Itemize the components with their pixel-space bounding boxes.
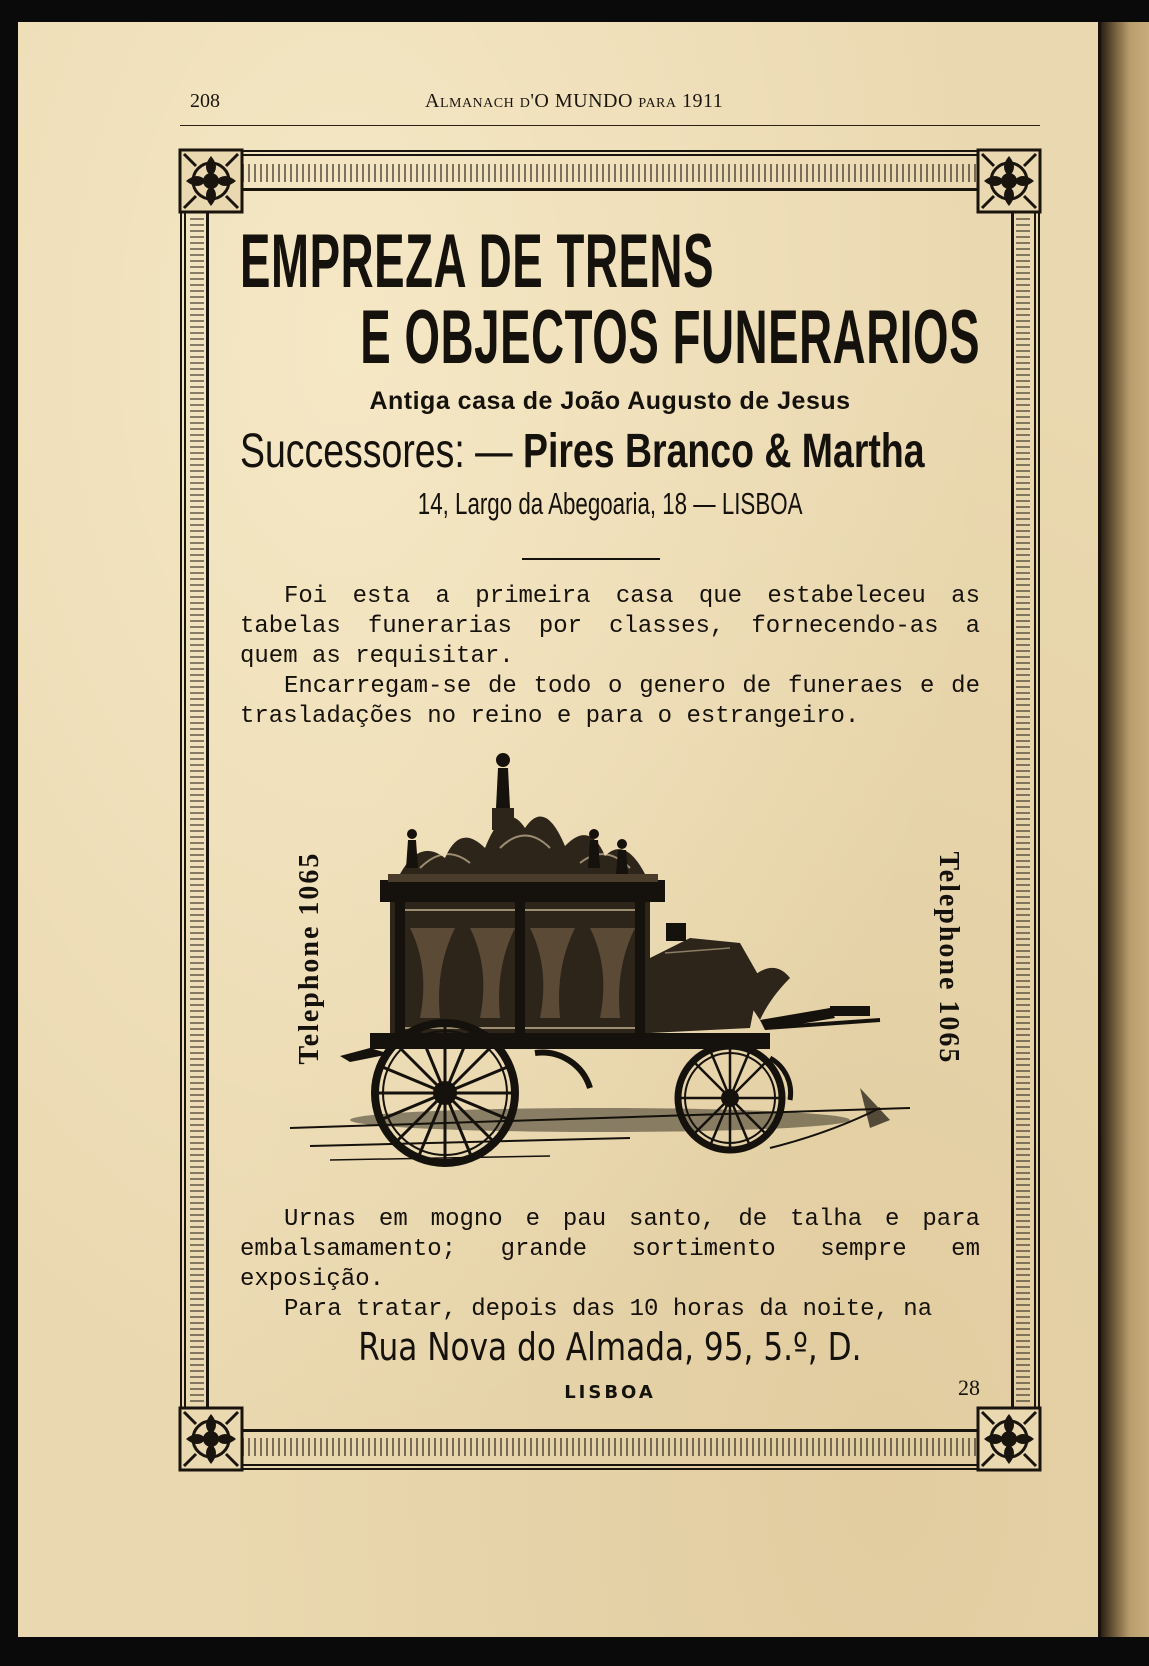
hearse-carriage-illustration [270,728,930,1178]
divider-rule [522,558,660,560]
advertisement-frame [180,150,1040,1470]
street-address [240,1325,980,1369]
successors-label: Successores: — [240,425,523,478]
telephone-right: Telephone 1065 [933,851,964,1065]
paragraph-contact-hours: Para tratar, depois das 10 horas da noite, na [284,1296,933,1323]
paragraph-services: Encarregam-se de todo o genero de funeraes e de trasladações no reino e para o estrangeiro. [240,673,980,730]
address-text: 14, Largo da Abegoaria, 18 — LISBOA [417,486,803,521]
frame-pattern-right [1016,218,1030,1402]
street-text: Rua Nova do Almada, 95, 5.º, D. [358,1325,862,1369]
advertisement-content [240,219,980,1403]
company-title-line1: EMPREZA DE TRENS [240,219,715,304]
paragraph-price-tables: Foi esta a primeira casa que estabeleceu as tabelas funerarias por classes, fornecendo-as a quem as requisitar. [240,583,980,670]
rear-wheel [375,1023,515,1163]
telephone-left: Telephone 1065 [294,851,325,1065]
frame-pattern-bottom [242,1438,978,1456]
successors-line [240,425,925,478]
front-wheel [678,1046,782,1150]
page-number: 208 [190,90,220,112]
description-block [240,582,980,732]
frame-pattern-left [190,218,204,1402]
products-block [240,1205,980,1325]
paragraph-urns: Urnas em mogno e pau santo, de talha e para embalsamamento; grande sortimento sempre em exposição. [240,1206,980,1293]
city-name: LISBOA [564,1382,656,1403]
former-owner-subtitle: Antiga casa de João Augusto de Jesus [369,387,851,415]
corner-ornament-icon [974,1404,1044,1474]
frame-pattern-top [242,164,978,182]
facing-page-edge [1101,22,1149,1637]
business-address [240,488,980,519]
corner-ornament-icon [974,146,1044,216]
running-head [190,90,1040,124]
corner-ornament-icon [176,146,246,216]
corner-ornament-icon [176,1404,246,1474]
running-title: Almanach d'O MUNDO para 1911 [425,90,724,112]
company-title-line2: E OBJECTOS FUNERARIOS [360,295,980,380]
header-rule [180,125,1040,126]
successors-names: Pires Branco & Martha [522,425,925,478]
advertisement-number: 28 [958,1375,980,1400]
